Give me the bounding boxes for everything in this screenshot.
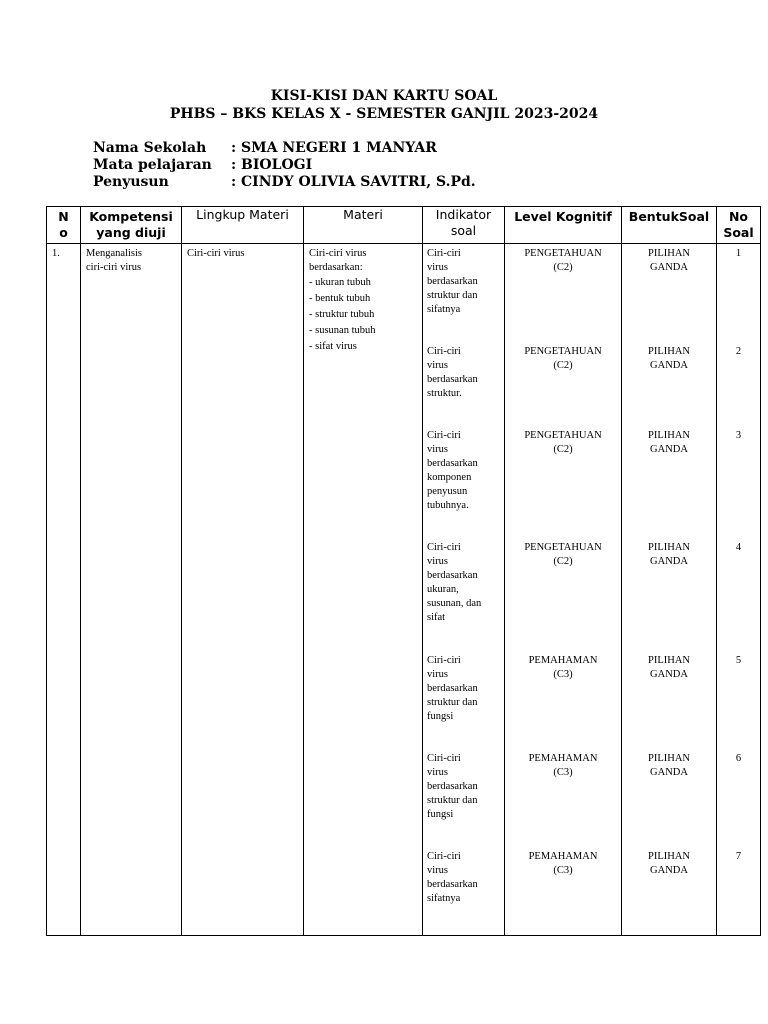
materi-intro: Ciri-ciri virus berdasarkan: <box>309 248 367 273</box>
header-lingkup: Lingkup Materi <box>182 207 304 244</box>
info-value: : BIOLOGI <box>231 157 313 173</box>
bentuk-item: PILIHAN GANDA <box>648 430 690 455</box>
level-item: PEMAHAMAN (C3) <box>528 851 598 876</box>
question-grid-table <box>46 206 761 936</box>
document-title: KISI-KISI DAN KARTU SOAL <box>270 88 498 104</box>
list-item: - sifat virus <box>309 341 357 352</box>
header-bentuk: BentukSoal <box>622 207 717 244</box>
nosoal-item: 5 <box>735 655 742 666</box>
list-item: - struktur tubuh <box>309 309 375 320</box>
level-item: PEMAHAMAN (C3) <box>528 655 598 680</box>
level-item: PENGETAHUAN (C2) <box>524 346 602 371</box>
header-no: N o <box>47 207 81 244</box>
info-label: Mata pelajaran <box>93 157 212 173</box>
list-item: - bentuk tubuh <box>309 293 371 304</box>
indikator-item: Ciri-ciri virus berdasarkan sifatnya <box>427 851 478 904</box>
indikator-item: Ciri-ciri virus berdasarkan struktur dan sifatnya <box>427 248 478 315</box>
bentuk-item: PILIHAN GANDA <box>648 542 690 567</box>
bentuk-item: PILIHAN GANDA <box>648 655 690 680</box>
cell-materi <box>304 244 423 936</box>
info-value: : CINDY OLIVIA SAVITRI, S.Pd. <box>231 174 476 190</box>
bentuk-item: PILIHAN GANDA <box>648 851 690 876</box>
nosoal-item: 7 <box>735 851 742 862</box>
indikator-item: Ciri-ciri virus berdasarkan komponen penyusun tubuhnya. <box>427 430 478 511</box>
info-label: Penyusun <box>93 174 169 190</box>
nosoal-item: 1 <box>735 248 742 259</box>
cell-bentuk <box>622 244 717 936</box>
header-nosoal: No Soal <box>717 207 761 244</box>
bentuk-item: PILIHAN GANDA <box>648 753 690 778</box>
info-label: Nama Sekolah <box>93 140 207 156</box>
cell-indikator <box>423 244 505 936</box>
list-item: - ukuran tubuh <box>309 277 371 288</box>
list-item: - susunan tubuh <box>309 325 376 336</box>
header-level: Level Kognitif <box>505 207 622 244</box>
document-subtitle: PHBS – BKS KELAS X - SEMESTER GANJIL 2023-2024 <box>169 106 599 122</box>
level-item: PENGETAHUAN (C2) <box>524 248 602 273</box>
table-row <box>47 244 761 936</box>
level-item: PENGETAHUAN (C2) <box>524 542 602 567</box>
header-materi: Materi <box>304 207 423 244</box>
nosoal-item: 3 <box>735 430 742 441</box>
bentuk-item: PILIHAN GANDA <box>648 248 690 273</box>
indikator-item: Ciri-ciri virus berdasarkan struktur dan fungsi <box>427 753 478 820</box>
nosoal-item: 6 <box>735 753 742 764</box>
bentuk-item: PILIHAN GANDA <box>648 346 690 371</box>
cell-level <box>505 244 622 936</box>
cell-nosoal <box>717 244 761 936</box>
header-indikator: Indikator soal <box>423 207 505 244</box>
level-item: PEMAHAMAN (C3) <box>528 753 598 778</box>
cell-lingkup: Ciri-ciri virus <box>182 244 304 936</box>
nosoal-item: 4 <box>735 542 742 553</box>
indikator-item: Ciri-ciri virus berdasarkan ukuran, susunan, dan sifat <box>427 542 482 623</box>
header-kompetensi: Kompetensi yang diuji <box>81 207 182 244</box>
indikator-item: Ciri-ciri virus berdasarkan struktur dan fungsi <box>427 655 478 722</box>
level-item: PENGETAHUAN (C2) <box>524 430 602 455</box>
cell-no: 1. <box>47 244 81 936</box>
info-value: : SMA NEGERI 1 MANYAR <box>231 140 437 156</box>
materi-list <box>309 275 417 355</box>
nosoal-item: 2 <box>735 346 742 357</box>
table-header-row <box>47 207 761 244</box>
indikator-item: Ciri-ciri virus berdasarkan struktur. <box>427 346 478 399</box>
cell-kompetensi: Menganalisis ciri-ciri virus <box>81 244 182 936</box>
